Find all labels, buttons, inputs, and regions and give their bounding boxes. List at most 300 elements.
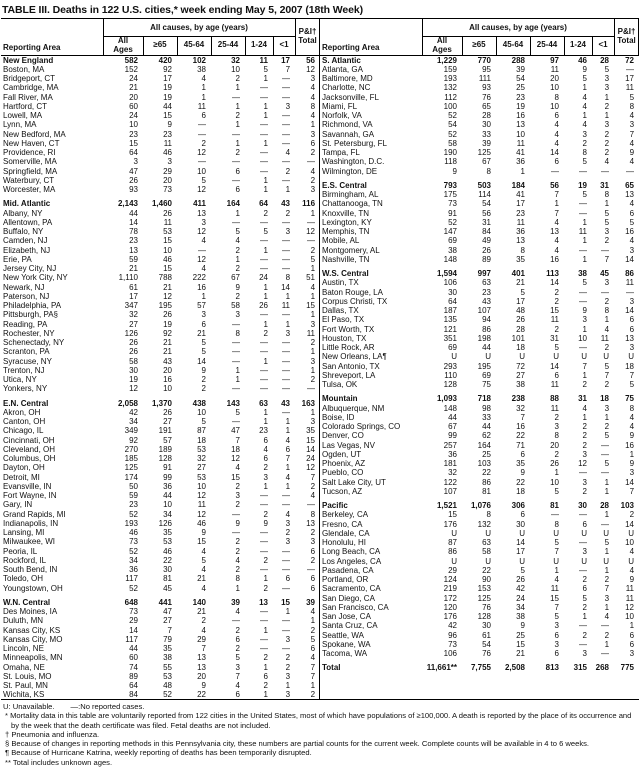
area-cell: Schenectady, NY	[3, 338, 65, 347]
value-cell: —	[198, 245, 206, 255]
value-cell: 438	[192, 398, 206, 408]
city-row	[320, 621, 638, 630]
value-cell: —	[579, 166, 587, 176]
col-header-1-24: 1-24	[564, 36, 592, 55]
value-cell: 1	[520, 166, 525, 176]
area-cell: Long Beach, CA	[322, 547, 381, 557]
col-header-45-64: 45-64	[496, 36, 530, 55]
value-cell: 6	[629, 315, 635, 325]
value-cell: 1	[582, 236, 587, 246]
value-cell: —	[601, 649, 610, 658]
value-cell: 3	[604, 83, 610, 93]
value-cell: —	[579, 343, 587, 352]
value-cell: 11	[625, 593, 635, 603]
value-cell: 1	[285, 319, 291, 329]
area-cell: Indianapolis, IN	[3, 518, 59, 528]
value-cell: 116	[302, 199, 316, 209]
city-row	[320, 380, 638, 389]
value-cell: 8	[629, 403, 635, 413]
area-cell: Seattle, WA	[322, 630, 364, 640]
value-cell: 46	[163, 148, 172, 157]
area-cell: Springfield, MA	[3, 166, 58, 176]
value-cell: 93	[129, 185, 138, 194]
value-cell: 4	[285, 509, 291, 519]
area-cell: San Jose, CA	[322, 612, 371, 621]
value-cell: —	[307, 217, 316, 227]
value-cell: 113	[546, 269, 559, 278]
area-cell: Denver, CO	[322, 431, 364, 441]
city-row	[1, 672, 319, 681]
value-cell: 7	[520, 412, 525, 422]
value-cell: 793	[443, 180, 457, 190]
value-cell: 32	[197, 454, 206, 463]
city-row	[320, 603, 638, 612]
city-row	[1, 375, 319, 384]
value-cell: 1	[604, 92, 610, 102]
value-cell: 26	[163, 208, 172, 218]
value-cell: 17	[516, 547, 525, 557]
value-cell: 61	[129, 282, 138, 292]
value-cell: 27	[516, 370, 525, 380]
value-cell: 153	[477, 584, 491, 594]
value-cell: —	[260, 375, 268, 384]
value-cell: 10	[550, 101, 559, 111]
value-cell: —	[601, 440, 610, 450]
value-cell: 10	[516, 129, 525, 139]
value-cell: 38	[197, 64, 206, 74]
value-cell: 11	[600, 333, 610, 343]
value-cell: 1	[263, 101, 268, 111]
value-cell: 14	[197, 356, 206, 366]
city-row	[1, 463, 319, 472]
city-row	[1, 547, 319, 556]
city-row	[1, 255, 319, 264]
value-cell: 1	[263, 407, 268, 417]
value-cell: —	[626, 166, 635, 176]
value-cell: 9	[629, 431, 635, 441]
city-row	[1, 83, 319, 92]
value-cell: 12	[578, 459, 587, 468]
col-header-lt1: <1	[592, 36, 614, 55]
value-cell: 3	[285, 634, 291, 644]
value-cell: 5	[263, 227, 268, 236]
city-row	[1, 93, 319, 102]
city-row	[320, 148, 638, 157]
area-cell: Jacksonville, FL	[322, 92, 379, 102]
value-cell: 10	[163, 500, 172, 510]
city-row	[1, 454, 319, 463]
value-cell: 11	[550, 403, 559, 413]
value-cell: U	[603, 528, 610, 538]
value-cell: —	[626, 64, 635, 74]
city-row	[1, 607, 319, 616]
value-cell: 23	[516, 208, 525, 218]
city-row	[1, 436, 319, 445]
value-cell: 1	[285, 291, 291, 301]
value-cell: 52	[129, 583, 138, 593]
value-cell: —	[307, 384, 316, 394]
value-cell: 1	[604, 602, 610, 612]
value-cell: 11	[197, 101, 206, 111]
value-cell: 7	[310, 662, 316, 672]
value-cell: 441	[158, 597, 172, 607]
area-cell: Savannah, GA	[322, 129, 375, 139]
value-cell: 1	[604, 315, 610, 325]
value-cell: 46	[163, 546, 172, 556]
value-cell: 195	[158, 301, 172, 310]
value-cell: 2	[604, 422, 610, 431]
value-cell: 9	[520, 468, 525, 478]
legend-no-cases: —:No reported cases.	[70, 702, 145, 711]
value-cell: 13	[516, 236, 525, 246]
value-cell: —	[282, 365, 291, 375]
area-cell: New England	[3, 55, 54, 65]
value-cell: —	[282, 217, 291, 227]
value-cell: 36	[516, 227, 525, 236]
value-cell: —	[551, 510, 559, 520]
value-cell: —	[282, 583, 291, 593]
value-cell: 5	[201, 417, 206, 426]
value-cell: 22	[482, 468, 491, 478]
value-cell: 39	[516, 64, 525, 74]
value-cell: 4	[201, 546, 206, 556]
city-row	[1, 209, 319, 218]
value-cell: 3	[310, 129, 316, 139]
value-cell: 193	[443, 74, 457, 83]
value-cell: 64	[448, 296, 457, 306]
value-cell: 2	[235, 565, 240, 574]
value-cell: 4	[629, 138, 635, 148]
value-cell: 58	[482, 547, 491, 557]
value-cell: 1,521	[436, 501, 457, 510]
value-cell: —	[579, 296, 587, 306]
value-cell: 3	[263, 472, 268, 482]
value-cell: 4	[310, 83, 316, 93]
value-cell: 5	[582, 593, 587, 603]
area-cell: Bridgeport, CT	[3, 74, 56, 83]
value-cell: 8	[285, 273, 291, 283]
area-cell: Las Vegas, NV	[322, 440, 375, 450]
value-cell: 2	[582, 422, 587, 431]
value-cell: —	[260, 129, 268, 139]
value-cell: —	[260, 157, 268, 167]
value-cell: 125	[477, 148, 491, 157]
value-cell: 97	[550, 55, 559, 65]
area-cell: Trenton, NJ	[3, 365, 45, 375]
value-cell: 1	[604, 639, 610, 649]
area-cell: Total	[322, 663, 341, 673]
value-cell: 2	[604, 129, 610, 139]
value-cell: 15	[163, 264, 172, 273]
value-cell: 189	[158, 444, 172, 454]
value-cell: U	[519, 352, 525, 362]
table-right-half	[320, 19, 639, 699]
value-cell: 12	[306, 227, 316, 236]
value-cell: —	[282, 347, 291, 357]
value-cell: 5	[310, 634, 316, 644]
value-cell: 11	[516, 217, 525, 227]
value-cell: 2	[582, 138, 587, 148]
value-cell: 69	[448, 343, 457, 352]
city-row	[320, 413, 638, 422]
value-cell: 39	[482, 138, 491, 148]
value-cell: 75	[625, 394, 635, 404]
value-cell: 39	[306, 597, 316, 607]
value-cell: 3	[167, 157, 172, 167]
value-cell: 3	[285, 101, 291, 111]
value-cell: 1	[263, 74, 268, 83]
value-cell: 9	[235, 282, 240, 292]
city-row	[1, 510, 319, 519]
value-cell: 30	[482, 120, 491, 130]
value-cell: 52	[448, 111, 457, 120]
value-cell: 1	[235, 83, 240, 93]
value-cell: —	[260, 565, 268, 574]
value-cell: 76	[482, 602, 491, 612]
area-cell: Wichita, KS	[3, 690, 45, 700]
value-cell: 18	[600, 394, 610, 404]
value-cell: —	[282, 375, 291, 384]
city-row	[320, 157, 638, 166]
area-cell: Canton, OH	[3, 417, 46, 426]
value-cell: 125	[124, 463, 138, 473]
value-cell: 6	[310, 644, 316, 653]
value-cell: 140	[192, 597, 206, 607]
value-cell: U	[485, 352, 491, 362]
city-row	[320, 227, 638, 236]
area-cell: Albany, NY	[3, 208, 43, 218]
value-cell: 17	[163, 74, 172, 83]
city-row	[320, 450, 638, 459]
city-row	[320, 557, 638, 566]
value-cell: 2	[604, 138, 610, 148]
value-cell: 54	[482, 639, 491, 649]
value-cell: 9	[629, 148, 635, 157]
value-cell: —	[579, 621, 587, 631]
city-row	[320, 594, 638, 603]
value-cell: 17	[625, 74, 635, 83]
value-cell: 45	[163, 583, 172, 593]
value-cell: 222	[192, 273, 206, 283]
city-row	[320, 315, 638, 324]
value-cell: 44	[448, 412, 457, 422]
value-cell: 1	[582, 254, 587, 264]
value-cell: 47	[129, 166, 138, 176]
value-cell: 53	[163, 227, 172, 236]
value-cell: 2	[263, 653, 268, 663]
value-cell: U	[519, 556, 525, 566]
area-cell: Knoxville, TN	[322, 208, 369, 218]
value-cell: 1	[310, 365, 316, 375]
area-cell: New York City, NY	[3, 273, 68, 283]
value-cell: —	[260, 254, 268, 264]
value-cell: —	[232, 384, 240, 394]
value-cell: 38	[448, 245, 457, 255]
value-cell: 4	[582, 120, 587, 130]
value-cell: 56	[482, 208, 491, 218]
value-cell: 95	[482, 64, 491, 74]
value-cell: 4	[604, 324, 610, 334]
area-cell: Hartford, CT	[3, 101, 48, 111]
value-cell: 10	[625, 612, 635, 621]
value-cell: 36	[163, 481, 172, 491]
value-cell: 4	[582, 92, 587, 102]
value-cell: 88	[550, 394, 559, 404]
value-cell: 65	[625, 180, 635, 190]
value-cell: 87	[197, 426, 206, 436]
value-cell: 4	[285, 148, 291, 157]
value-cell: 190	[443, 148, 457, 157]
value-cell: 34	[129, 555, 138, 565]
city-row	[320, 167, 638, 176]
value-cell: 3	[554, 639, 559, 649]
value-cell: 4	[310, 607, 316, 616]
value-cell: 1	[263, 356, 268, 366]
value-cell: 96	[448, 630, 457, 640]
value-cell: 1	[235, 583, 240, 593]
area-cell: Pittsburgh, PA§	[3, 310, 58, 320]
value-cell: 128	[477, 612, 491, 621]
city-row	[1, 574, 319, 583]
value-cell: 27	[163, 616, 172, 626]
value-cell: —	[282, 254, 291, 264]
value-cell: 4	[554, 138, 559, 148]
value-cell: —	[282, 129, 291, 139]
value-cell: U	[451, 528, 457, 538]
value-cell: 3	[629, 343, 635, 352]
value-cell: 6	[201, 111, 206, 120]
value-cell: 4	[235, 555, 240, 565]
city-row	[1, 690, 319, 699]
area-cell: Santa Cruz, CA	[322, 621, 378, 631]
city-row	[320, 371, 638, 380]
value-cell: 4	[201, 236, 206, 246]
table-body-left	[1, 55, 319, 700]
value-cell: —	[198, 157, 206, 167]
value-cell: 5	[235, 227, 240, 236]
value-cell: 2	[582, 440, 587, 450]
area-cell: Little Rock, AR	[322, 343, 375, 352]
area-cell: New Bedford, MA	[3, 129, 66, 139]
value-cell: 46	[129, 528, 138, 537]
value-cell: 24	[129, 111, 138, 120]
value-cell: 11	[550, 380, 559, 389]
city-row	[320, 199, 638, 208]
value-cell: 94	[482, 315, 491, 325]
value-cell: 7	[604, 254, 610, 264]
value-cell: 5	[604, 459, 610, 468]
value-cell: 23	[129, 129, 138, 139]
value-cell: —	[232, 319, 240, 329]
value-cell: 3	[604, 278, 610, 288]
value-cell: 73	[448, 639, 457, 649]
value-cell: 10	[197, 407, 206, 417]
value-cell: 4	[629, 199, 635, 209]
value-cell: 30	[482, 621, 491, 631]
value-cell: 1	[263, 175, 268, 185]
city-row	[1, 417, 319, 426]
value-cell: 1,460	[151, 199, 172, 209]
city-row	[320, 631, 638, 640]
value-cell: 3	[582, 649, 587, 658]
table-header	[320, 19, 638, 55]
value-cell: 1	[235, 120, 240, 130]
value-cell: 14	[306, 444, 316, 454]
value-cell: —	[232, 356, 240, 366]
value-cell: 2	[201, 138, 206, 148]
value-cell: 16	[163, 375, 172, 384]
value-cell: 21	[129, 264, 138, 273]
area-cell: Youngstown, OH	[3, 583, 63, 593]
value-cell: 2	[235, 245, 240, 255]
value-cell: 90	[482, 575, 491, 584]
value-cell: 4	[604, 612, 610, 621]
value-cell: 132	[443, 83, 457, 93]
legend-line	[3, 702, 637, 711]
value-cell: 2	[235, 500, 240, 510]
value-cell: 67	[231, 273, 240, 283]
city-row	[1, 366, 319, 375]
value-cell: 2	[310, 690, 316, 700]
value-cell: —	[601, 449, 610, 459]
value-cell: 12	[306, 64, 316, 74]
value-cell: —	[282, 157, 291, 167]
value-cell: 29	[448, 565, 457, 575]
col-header-25-44: 25-44	[211, 36, 245, 55]
value-cell: 6	[235, 690, 240, 700]
value-cell: U	[485, 556, 491, 566]
value-cell: 4	[235, 681, 240, 690]
value-cell: 72	[516, 361, 525, 371]
value-cell: 1	[582, 83, 587, 93]
city-row	[1, 556, 319, 565]
area-cell: W.S. Central	[322, 269, 369, 278]
value-cell: 81	[163, 574, 172, 584]
value-cell: 3	[629, 296, 635, 306]
mortality-table	[1, 18, 639, 700]
value-cell: 7	[285, 454, 291, 463]
value-cell: 3	[604, 593, 610, 603]
city-row	[1, 111, 319, 120]
area-cell: Detroit, MI	[3, 472, 40, 482]
area-cell: San Francisco, CA	[322, 602, 389, 612]
value-cell: —	[232, 129, 240, 139]
city-row	[320, 510, 638, 519]
area-cell: Honolulu, HI	[322, 538, 367, 547]
area-cell: Memphis, TN	[322, 227, 370, 236]
value-cell: 148	[443, 254, 457, 264]
value-cell: 11	[197, 500, 206, 510]
area-cell: Corpus Christi, TX	[322, 296, 388, 306]
value-cell: 17	[516, 296, 525, 306]
value-cell: 22	[482, 565, 491, 575]
value-cell: 11	[259, 55, 268, 65]
area-cell: Colorado Springs, CO	[322, 422, 401, 431]
value-cell: 112	[444, 92, 457, 102]
value-cell: 2	[582, 486, 587, 496]
city-row	[1, 130, 319, 139]
value-cell: 9	[582, 306, 587, 315]
value-cell: 11	[625, 278, 635, 288]
value-cell: 19	[163, 83, 172, 93]
value-cell: 13	[625, 190, 635, 199]
value-cell: 5	[554, 538, 559, 547]
value-cell: 3	[285, 227, 291, 236]
city-row	[1, 384, 319, 393]
area-cell: Austin, TX	[322, 278, 359, 288]
value-cell: 1	[582, 111, 587, 120]
value-cell: 57	[163, 435, 172, 445]
